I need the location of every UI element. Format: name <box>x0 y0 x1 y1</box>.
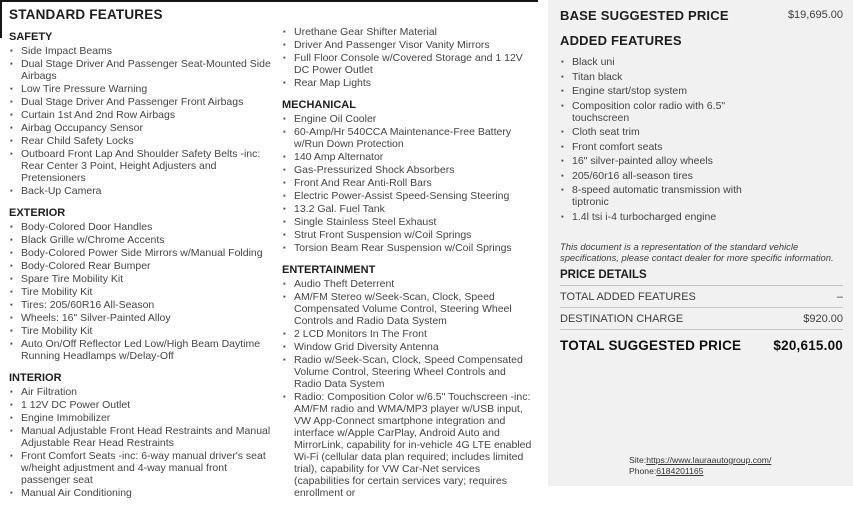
price-detail-rows <box>560 286 843 330</box>
feature-item: ▪ Torsion Beam Rear Suspension w/Coil Springs <box>282 242 532 254</box>
feature-item: ▪ Low Tire Pressure Warning <box>9 83 272 95</box>
feature-item: ▪ Airbag Occupancy Sensor <box>9 122 272 134</box>
feature-list <box>282 278 532 499</box>
feature-item: ▪ Gas-Pressurized Shock Absorbers <box>282 164 532 176</box>
price-row-value: – <box>836 290 843 303</box>
phone-link[interactable]: 6184201165 <box>656 466 704 476</box>
feature-item: ▪ 16" silver-painted alloy wheels <box>560 155 765 167</box>
section-heading: MECHANICAL <box>282 99 356 111</box>
section-heading: ENTERTAINMENT <box>282 264 376 276</box>
total-suggested-price-row <box>560 338 843 353</box>
left-border-rule <box>0 0 2 38</box>
feature-item: ▪ AM/FM Stereo w/Seek-Scan, Clock, Speed Compensated Volume Control, Steering Wheel Controls and Radio Data System <box>282 291 532 327</box>
feature-item: ▪ Black Grille w/Chrome Accents <box>9 234 272 246</box>
feature-item: ▪ Electric Power-Assist Speed-Sensing Steering <box>282 190 532 202</box>
feature-item: ▪ Front Comfort Seats -inc: 6-way manual driver's seat w/height adjustment and 4-way manual front passenger seat <box>9 450 272 486</box>
feature-item: ▪ Tires: 205/60R16 All-Season <box>9 299 272 311</box>
features-column-left <box>9 7 272 509</box>
feature-item: ▪ Window Grid Diversity Antenna <box>282 341 532 353</box>
feature-item: ▪ Titan black <box>560 71 765 83</box>
feature-item: ▪ Side Impact Beams <box>9 45 272 57</box>
price-row-value: $920.00 <box>803 312 843 325</box>
feature-section <box>9 207 272 362</box>
feature-item: ▪ Full Floor Console w/Covered Storage and 1 12V DC Power Outlet <box>282 52 532 76</box>
feature-item: ▪ Tire Mobility Kit <box>9 286 272 298</box>
feature-item: ▪ Cloth seat trim <box>560 126 765 138</box>
section-heading: SAFETY <box>9 31 53 43</box>
feature-item: ▪ Front And Rear Anti-Roll Bars <box>282 177 532 189</box>
feature-item: ▪ Engine Immobilizer <box>9 412 272 424</box>
feature-item: ▪ 60-Amp/Hr 540CCA Maintenance-Free Battery w/Run Down Protection <box>282 126 532 150</box>
feature-list <box>9 45 272 197</box>
feature-item: ▪ Dual Stage Driver And Passenger Front Airbags <box>9 96 272 108</box>
base-price-label: BASE SUGGESTED PRICE <box>560 8 729 23</box>
feature-item: ▪ Air Filtration <box>9 386 272 398</box>
added-features-list <box>560 56 765 223</box>
feature-list <box>282 26 532 89</box>
feature-item: ▪ Outboard Front Lap And Shoulder Safety Belts -inc: Rear Center 3 Point, Height Adjusters and Pretensioners <box>9 148 272 184</box>
section-heading: INTERIOR <box>9 372 62 384</box>
feature-item: ▪ Rear Child Safety Locks <box>9 135 272 147</box>
feature-item: ▪ Radio w/Seek-Scan, Clock, Speed Compensated Volume Control, Steering Wheel Controls and Radio Data System <box>282 354 532 390</box>
feature-item: ▪ 140 Amp Alternator <box>282 151 532 163</box>
total-price-value: $20,615.00 <box>773 337 843 353</box>
disclaimer-text: This document is a representation of the standard vehicle specifications, please contact dealer for more specific information. <box>560 240 834 263</box>
feature-item: ▪ Tire Mobility Kit <box>9 325 272 337</box>
feature-item: ▪ Audio Theft Deterrent <box>282 278 532 290</box>
feature-section <box>9 31 272 197</box>
feature-item: ▪ 2 LCD Monitors In The Front <box>282 328 532 340</box>
feature-item: ▪ Body-Colored Power Side Mirrors w/Manual Folding <box>9 247 272 259</box>
feature-item: ▪ Curtain 1st And 2nd Row Airbags <box>9 109 272 121</box>
feature-section <box>9 372 272 499</box>
price-row <box>560 286 843 308</box>
feature-item: ▪ Engine Oil Cooler <box>282 113 532 125</box>
section-heading: EXTERIOR <box>9 207 66 219</box>
total-price-label: TOTAL SUGGESTED PRICE <box>560 337 742 353</box>
price-row-label: DESTINATION CHARGE <box>560 312 684 325</box>
feature-item: ▪ Single Stainless Steel Exhaust <box>282 216 532 228</box>
feature-item: ▪ Dual Stage Driver And Passenger Seat-Mounted Side Airbags <box>9 58 272 82</box>
feature-section <box>282 26 532 89</box>
feature-item: ▪ Body-Colored Rear Bumper <box>9 260 272 272</box>
feature-item: ▪ Urethane Gear Shifter Material <box>282 26 532 38</box>
feature-item: ▪ Rear Map Lights <box>282 77 532 89</box>
feature-item: ▪ 13.2 Gal. Fuel Tank <box>282 203 532 215</box>
feature-item: ▪ Manual Air Conditioning <box>9 487 272 499</box>
dealer-contact <box>629 455 771 477</box>
left-feature-sections <box>9 31 272 499</box>
feature-item: ▪ 1.4l tsi i-4 turbocharged engine <box>560 211 765 223</box>
feature-item: ▪ Spare Tire Mobility Kit <box>9 273 272 285</box>
feature-item: ▪ Auto On/Off Reflector Led Low/High Beam Daytime Running Headlamps w/Delay-Off <box>9 338 272 362</box>
price-row <box>560 308 843 330</box>
feature-item: ▪ Body-Colored Door Handles <box>9 221 272 233</box>
phone-line <box>629 466 771 477</box>
site-link[interactable]: https://www.lauraautogroup.com/ <box>646 455 772 465</box>
price-details-title: PRICE DETAILS <box>560 269 843 286</box>
feature-item: ▪ Manual Adjustable Front Head Restraints and Manual Adjustable Rear Head Restraints <box>9 425 272 449</box>
features-column-middle <box>282 26 532 509</box>
base-price-row <box>560 8 843 23</box>
feature-item: ▪ Wheels: 16" Silver-Painted Alloy <box>9 312 272 324</box>
feature-list <box>282 113 532 254</box>
feature-section <box>282 99 532 254</box>
feature-item: ▪ Back-Up Camera <box>9 185 272 197</box>
base-price-value: $19,695.00 <box>787 9 843 21</box>
feature-item: ▪ Engine start/stop system <box>560 85 765 97</box>
feature-item: ▪ 8-speed automatic transmission with tiptronic <box>560 184 765 208</box>
top-border-rule <box>0 0 538 2</box>
feature-item: ▪ Radio: Composition Color w/6.5" Touchscreen -inc: AM/FM radio and WMA/MP3 player w/USB input, VW App-Connect smartphone integration and interface w/Apple CarPlay, Android Auto and MirrorLink, capability for in-vehicle 4G LTE enabled Wi-Fi (cellular data plan required; includes limited trial), capability for VW Car-Net services (capabilities for certain services vary; requires enrollment or <box>282 391 532 499</box>
feature-item: ▪ Black uni <box>560 56 765 68</box>
feature-item: ▪ Strut Front Suspension w/Coil Springs <box>282 229 532 241</box>
added-features-title: ADDED FEATURES <box>560 33 682 48</box>
standard-features-title: STANDARD FEATURES <box>9 7 163 22</box>
site-label: Site: <box>629 455 647 465</box>
feature-item: ▪ Front comfort seats <box>560 141 765 153</box>
price-row-label: TOTAL ADDED FEATURES <box>560 290 696 303</box>
site-line <box>629 455 771 466</box>
feature-item: ▪ Composition color radio with 6.5" touchscreen <box>560 100 765 124</box>
feature-list <box>9 386 272 499</box>
feature-section <box>282 264 532 499</box>
feature-item: ▪ 205/60r16 all-season tires <box>560 170 765 182</box>
price-panel <box>548 0 853 486</box>
phone-label: Phone: <box>629 466 657 476</box>
feature-list <box>9 221 272 362</box>
feature-item: ▪ Driver And Passenger Visor Vanity Mirrors <box>282 39 532 51</box>
feature-item: ▪ 1 12V DC Power Outlet <box>9 399 272 411</box>
